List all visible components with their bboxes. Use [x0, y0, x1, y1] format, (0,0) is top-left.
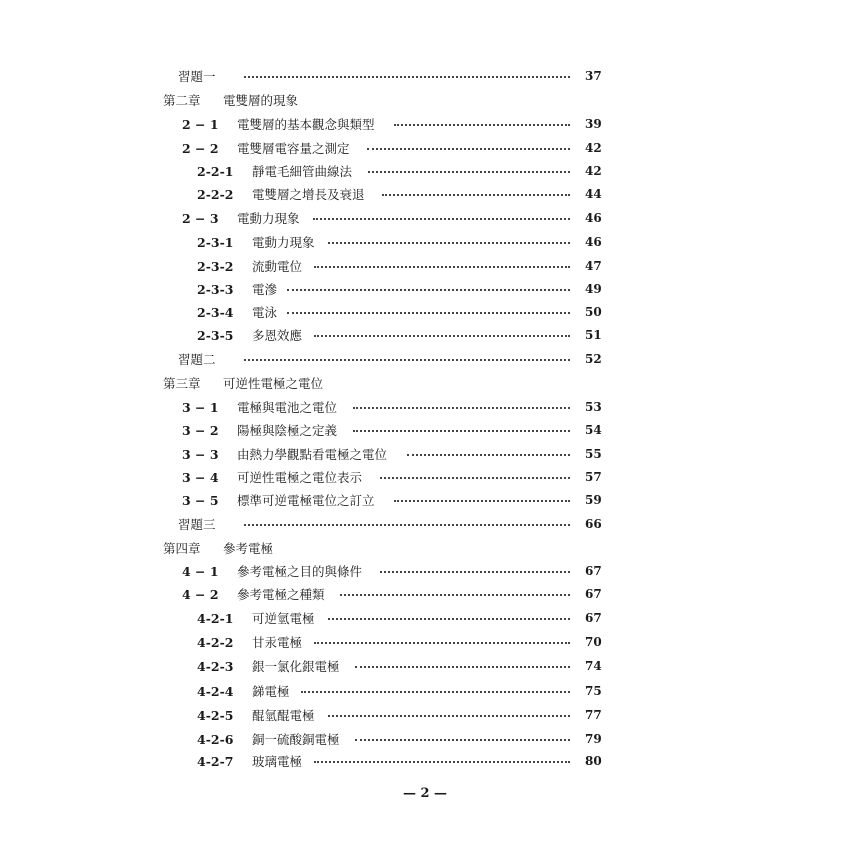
- toc-entry-number: 3 − 2: [182, 422, 219, 438]
- toc-entry-number: 2-3-1: [197, 234, 234, 250]
- toc-entry-number: 2-3-5: [197, 327, 234, 343]
- toc-entry-page: 44: [585, 187, 602, 201]
- toc-entry-page: 67: [585, 587, 602, 601]
- toc-entry-subsection: [0, 632, 850, 652]
- leader-dots: [380, 477, 570, 479]
- toc-entry-title: 習題三: [178, 517, 216, 532]
- leader-dots: [287, 312, 570, 314]
- toc-entry-title: 習題一: [178, 69, 216, 84]
- leader-dots: [368, 171, 570, 173]
- toc-entry-title: 可逆氫電極: [252, 611, 315, 626]
- toc-entry-title: 醌氫醌電極: [252, 708, 315, 723]
- toc-entry-title: 電泳: [252, 305, 278, 320]
- toc-entry-title: 電滲: [252, 282, 278, 297]
- toc-entry-title: 甘汞電極: [252, 635, 303, 650]
- toc-entry-section: [0, 444, 850, 464]
- toc-entry-number: 4-2-2: [197, 634, 234, 650]
- toc-entry-page: 47: [585, 259, 602, 273]
- leader-dots: [355, 666, 571, 668]
- toc-entry-section: [0, 561, 850, 581]
- toc-entry-title: 陽極與陰極之定義: [237, 423, 338, 438]
- toc-entry-exercise: [0, 514, 850, 534]
- toc-entry-page: 66: [585, 517, 602, 531]
- toc-entry-title: 參考電極: [223, 541, 274, 556]
- toc-entry-subsection: [0, 751, 850, 771]
- toc-entry-number: 2-3-2: [197, 258, 234, 274]
- toc-entry-number: 2-2-2: [197, 186, 234, 202]
- toc-entry-number: 2-3-3: [197, 281, 234, 297]
- toc-entry-page: 51: [585, 328, 602, 342]
- toc-entry-subsection: [0, 608, 850, 628]
- toc-entry-title: 電極與電池之電位: [237, 400, 338, 415]
- toc-entry-page: 79: [585, 732, 602, 746]
- toc-entry-title: 電雙層電容量之測定: [237, 141, 350, 156]
- toc-entry-section: [0, 420, 850, 440]
- toc-entry-title: 參考電極之目的與條件: [237, 564, 363, 579]
- toc-entry-page: 46: [585, 211, 602, 225]
- leader-dots: [394, 124, 571, 126]
- toc-entry-page: 70: [585, 635, 602, 649]
- toc-entry-number: 第二章: [163, 93, 201, 108]
- toc-entry-number: 第三章: [163, 376, 201, 391]
- toc-entry-number: 3 − 5: [182, 492, 219, 508]
- leader-dots: [244, 359, 570, 361]
- toc-entry-exercise: [0, 349, 850, 369]
- toc-entry-title: 電雙層的基本觀念與類型: [237, 117, 375, 132]
- toc-entry-page: 53: [585, 400, 602, 414]
- leader-dots: [301, 691, 571, 693]
- toc-entry-subsection: [0, 656, 850, 676]
- toc-entry-section: [0, 208, 850, 228]
- toc-entry-chapter: [0, 373, 850, 393]
- leader-dots: [244, 524, 570, 526]
- toc-entry-number: 4-2-6: [197, 731, 234, 747]
- toc-entry-number: 3 − 1: [182, 399, 219, 415]
- toc-entry-page: 54: [585, 423, 602, 437]
- leader-dots: [314, 266, 570, 268]
- toc-entry-number: 2-2-1: [197, 163, 234, 179]
- toc-entry-number: 4-2-7: [197, 753, 234, 769]
- toc-entry-section: [0, 584, 850, 604]
- leader-dots: [353, 430, 570, 432]
- toc-entry-subsection: [0, 184, 850, 204]
- toc-entry-number: 4-2-1: [197, 610, 234, 626]
- toc-entry-subsection: [0, 256, 850, 276]
- toc-entry-section: [0, 490, 850, 510]
- toc-entry-title: 可逆性電極之電位: [223, 376, 324, 391]
- toc-entry-section: [0, 397, 850, 417]
- toc-entry-title: 參考電極之種類: [237, 587, 325, 602]
- toc-entry-number: 2 − 3: [182, 210, 219, 226]
- leader-dots: [313, 218, 571, 220]
- toc-entry-page: 46: [585, 235, 602, 249]
- toc-entry-number: 2 − 1: [182, 116, 219, 132]
- leader-dots: [314, 642, 570, 644]
- toc-entry-exercise: [0, 66, 850, 86]
- toc-entry-subsection: [0, 729, 850, 749]
- leader-dots: [394, 500, 571, 502]
- toc-entry-chapter: [0, 90, 850, 110]
- toc-entry-page: 59: [585, 493, 602, 507]
- toc-entry-subsection: [0, 325, 850, 345]
- toc-entry-title: 電雙層之增長及衰退: [252, 187, 365, 202]
- leader-dots: [380, 571, 570, 573]
- toc-entry-page: 55: [585, 447, 602, 461]
- toc-entry-number: 2-3-4: [197, 304, 234, 320]
- toc-entry-number: 4-2-4: [197, 683, 234, 699]
- toc-entry-chapter: [0, 538, 850, 558]
- toc-entry-section: [0, 114, 850, 134]
- toc-entry-subsection: [0, 279, 850, 299]
- leader-dots: [244, 76, 570, 78]
- toc-entry-page: 50: [585, 305, 602, 319]
- toc-entry-page: 67: [585, 611, 602, 625]
- toc-entry-title: 靜電毛細管曲線法: [252, 164, 353, 179]
- toc-entry-page: 52: [585, 352, 602, 366]
- toc-entry-section: [0, 467, 850, 487]
- toc-entry-page: 42: [585, 164, 602, 178]
- toc-entry-title: 多恩效應: [252, 328, 303, 343]
- toc-entry-page: 75: [585, 684, 602, 698]
- toc-entry-page: 57: [585, 470, 602, 484]
- leader-dots: [382, 194, 571, 196]
- toc-entry-title: 標準可逆電極電位之訂立: [237, 493, 375, 508]
- toc-entry-page: 49: [585, 282, 602, 296]
- toc-entry-subsection: [0, 705, 850, 725]
- toc-entry-title: 電雙層的現象: [223, 93, 299, 108]
- toc-entry-subsection: [0, 161, 850, 181]
- toc-entry-number: 4-2-3: [197, 658, 234, 674]
- page-number: — 2 —: [402, 786, 448, 801]
- toc-entry-title: 習題二: [178, 352, 216, 367]
- leader-dots: [287, 289, 570, 291]
- toc-entry-number: 4 − 1: [182, 563, 219, 579]
- toc-entry-section: [0, 138, 850, 158]
- toc-entry-subsection: [0, 681, 850, 701]
- leader-dots: [340, 594, 571, 596]
- leader-dots: [328, 618, 571, 620]
- toc-entry-page: 37: [585, 69, 602, 83]
- toc-entry-number: 3 − 4: [182, 469, 219, 485]
- toc-entry-number: 第四章: [163, 541, 201, 556]
- toc-entry-page: 80: [585, 754, 602, 768]
- toc-entry-page: 39: [585, 117, 602, 131]
- toc-entry-page: 42: [585, 141, 602, 155]
- toc-entry-page: 74: [585, 659, 602, 673]
- toc-entry-title: 銀一氯化銀電極: [252, 659, 340, 674]
- leader-dots: [314, 761, 570, 763]
- toc-entry-title: 玻璃電極: [252, 754, 303, 769]
- leader-dots: [328, 242, 571, 244]
- toc-entry-subsection: [0, 232, 850, 252]
- toc-entry-subsection: [0, 302, 850, 322]
- toc-entry-title: 電動力現象: [237, 211, 300, 226]
- toc-entry-number: 4 − 2: [182, 586, 219, 602]
- toc-entry-title: 銻電極: [252, 684, 290, 699]
- leader-dots: [328, 715, 571, 717]
- leader-dots: [353, 407, 570, 409]
- toc-entry-title: 電動力現象: [252, 235, 315, 250]
- leader-dots: [314, 335, 570, 337]
- leader-dots: [367, 148, 571, 150]
- toc-entry-title: 銅一硫酸銅電極: [252, 732, 340, 747]
- toc-entry-title: 可逆性電極之電位表示: [237, 470, 363, 485]
- leader-dots: [407, 454, 570, 456]
- leader-dots: [355, 739, 571, 741]
- toc-entry-title: 由熱力學觀點看電極之電位: [237, 447, 388, 462]
- toc-entry-page: 67: [585, 564, 602, 578]
- toc-entry-page: 77: [585, 708, 602, 722]
- toc-entry-number: 3 − 3: [182, 446, 219, 462]
- toc-entry-number: 2 − 2: [182, 140, 219, 156]
- toc-entry-title: 流動電位: [252, 259, 303, 274]
- toc-entry-number: 4-2-5: [197, 707, 234, 723]
